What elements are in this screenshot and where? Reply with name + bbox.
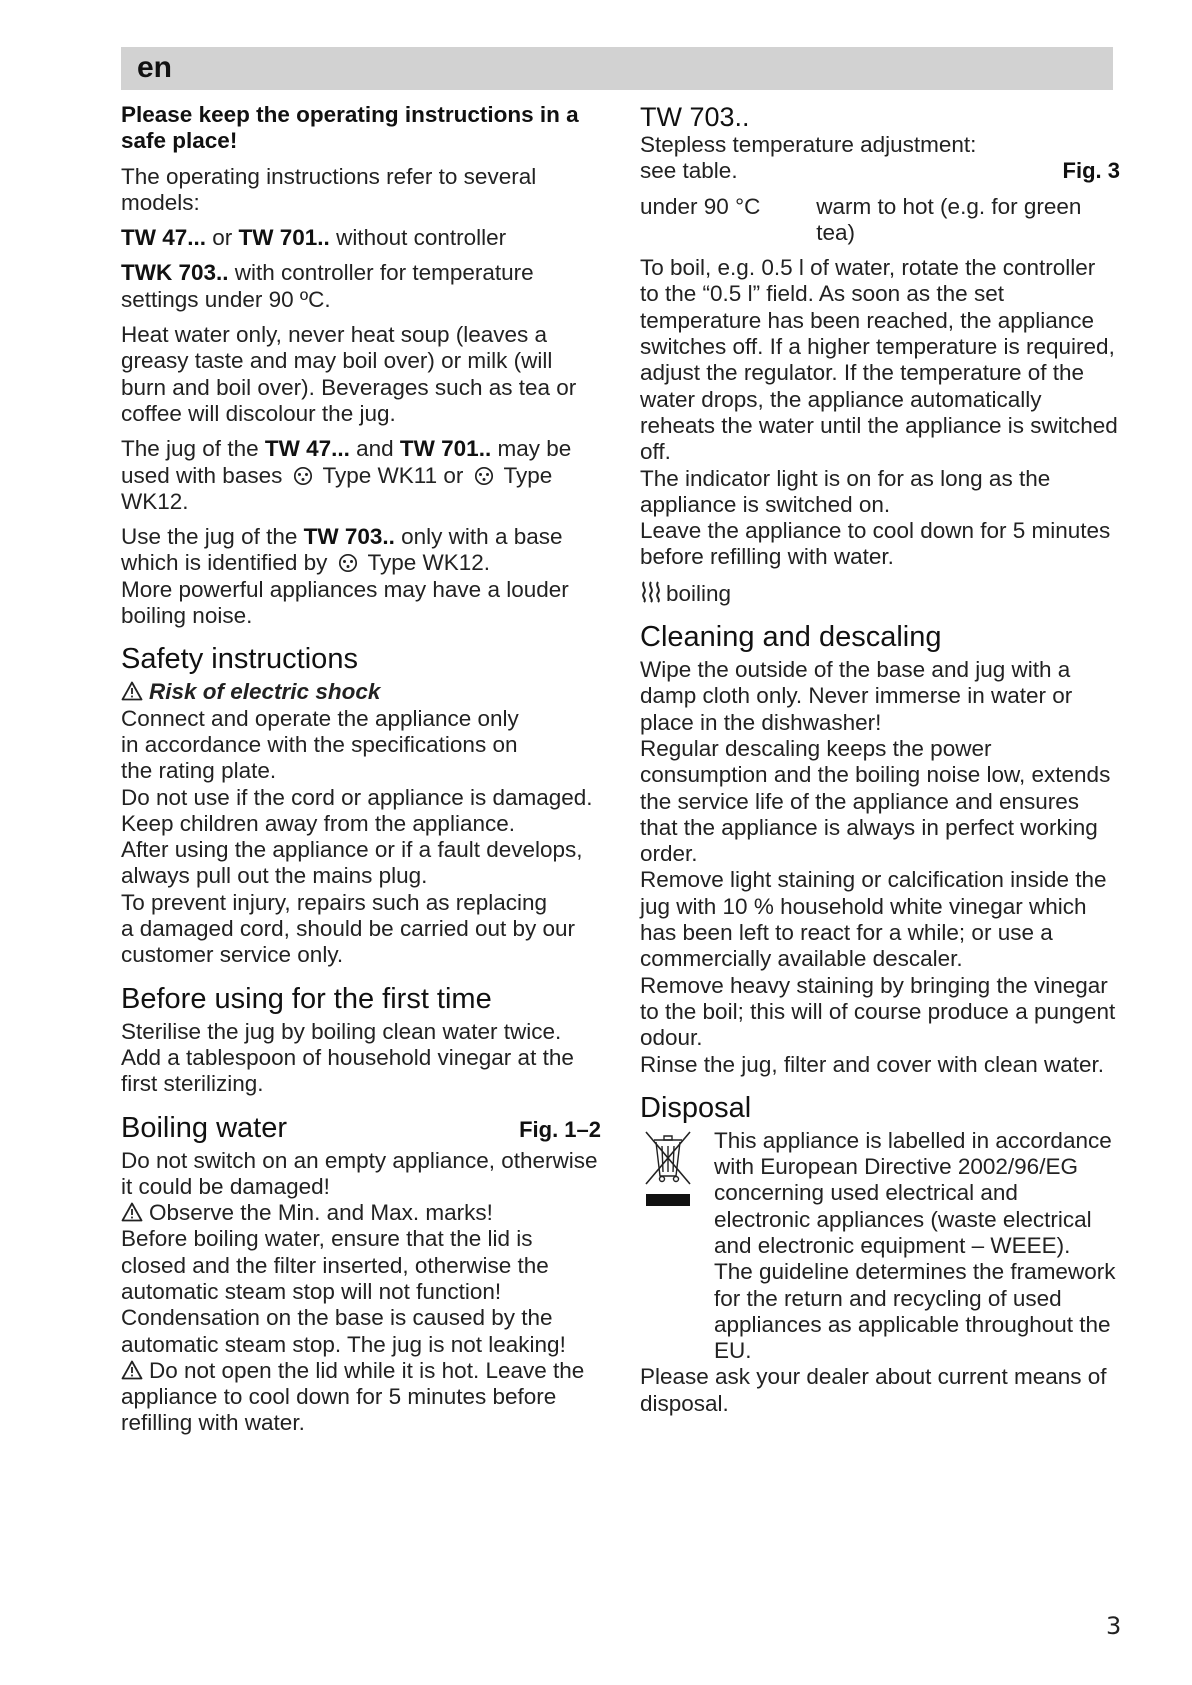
first-time-heading: Before using for the first time — [121, 982, 492, 1015]
refer-models-text: The operating instructions refer to several models: — [121, 163, 537, 215]
left-column — [121, 102, 601, 1437]
cool-down-text: Leave the appliance to cool down for 5 minutes before refilling with water. — [640, 518, 1111, 570]
disposal-text: This appliance is labelled in accordance with European Directive 2002/96/EG concerning used electrical and electronic appliances (waste electrical and electronic equipment – WEEE). The guideline determines the framework for the return and recycling of used appliances as applicable throughout the EU. — [714, 1127, 1116, 1364]
base-symbol-icon — [474, 466, 494, 486]
base-symbol-icon — [293, 466, 313, 486]
model-tw701: TW 701.. — [238, 225, 330, 251]
boiling-text: Do not switch on an empty appliance, otherwise it could be damaged! Observe the Min. and Max. marks! Before boiling water, ensure that the lid is closed and the filter inserted, otherwise the automatic steam stop will not function! Condensation on the base is caused by the automatic steam stop. The jug is not leaking! Do not open the lid while it is hot. Leave the appliance to cool down for 5 minutes before refilling with water. — [121, 1147, 598, 1436]
model-tw47: TW 47... — [121, 225, 207, 251]
figure-ref-3: Fig. 3 — [1062, 158, 1120, 184]
jug-bases-text: The jug of the TW 47... and TW 701.. may be used with bases Type WK11 or Type WK12. — [121, 436, 572, 514]
first-time-text: Sterilise the jug by boiling clean water twice. Add a tablespoon of household vinegar at the first sterilizing. — [121, 1018, 574, 1097]
models-with-controller: TWK 703.. with controller for temperature settings under 90 ºC. — [121, 260, 534, 312]
safety-text: Connect and operate the appliance only in accordance with the specifications on the rating plate. Do not use if the cord or appliance is damaged. Keep children away from the appliance. After using the appliance or if a fault develops, always pull out the mains plug. To prevent injury, repairs such as replacing a damaged cord, should be carried out by our customer service only. — [121, 705, 593, 968]
boiling-heading-row — [121, 1112, 601, 1144]
warning-icon — [121, 1360, 143, 1380]
boil-instructions: To boil, e.g. 0.5 l of water, rotate the controller to the “0.5 l” field. As soon as the set temperature has been reached, the appliance switches off. If a higher temperature is required, adjust the regulator. If the temperature of the water drops, the appliance automatically reheats the water until the appliance is switched off. — [640, 255, 1118, 465]
models-without-controller: TW 47... or TW 701.. without controller — [121, 225, 507, 251]
page-number: 3 — [1106, 1612, 1122, 1640]
keep-safe-notice: Please keep the operating instructions in a safe place! — [121, 102, 579, 154]
model-twk703: TWK 703.. — [121, 260, 229, 286]
jug-703-text: Use the jug of the TW 703.. only with a base which is identified by Type WK12. — [121, 524, 563, 576]
cleaning-text: Wipe the outside of the base and jug with a damp cloth only. Never immerse in water or place in the dishwasher! Regular descaling keeps the power consumption and the boiling noise low, extends the service life of the appliance and ensures that the appliance is always in perfect working order. Remove light staining or calcification inside the jug with 10 % household white vinegar which has been left to react for a while; or use a commercially available descaler. Remove heavy staining by bringing the vinegar to the boil; this will of course produce a pungent odour. Rinse the jug, filter and cover with clean water. — [640, 657, 1116, 1077]
disposal-block — [640, 1128, 1120, 1365]
indicator-light-text: The indicator light is on for as long as the appliance is switched on. — [640, 465, 1051, 517]
cleaning-heading: Cleaning and descaling — [640, 621, 942, 654]
heat-water-only-text: Heat water only, never heat soup (leaves a greasy taste and may boil over) or milk (will burn and boil over). Beverages such as tea or coffee will discolour the jug. — [121, 322, 577, 426]
temperature-table-row — [640, 194, 1120, 247]
disposal-heading: Disposal — [640, 1091, 752, 1124]
table-key: under 90 °C — [640, 193, 761, 219]
steam-icon — [640, 580, 662, 604]
tw703-title: TW 703.. — [640, 102, 750, 132]
see-table-row: see table. Fig. 3 — [640, 158, 1120, 184]
weee-bin-icon — [640, 1128, 714, 1365]
language-header-bar — [121, 47, 1113, 90]
language-code: en — [137, 51, 173, 84]
powerful-appliances-text: More powerful appliances may have a louder boiling noise. — [121, 576, 569, 629]
boiling-symbol-row: boiling — [640, 580, 1120, 607]
warning-icon — [121, 681, 143, 701]
right-column — [640, 102, 1120, 1417]
safety-heading: Safety instructions — [121, 643, 358, 676]
warning-icon — [121, 1202, 143, 1222]
dealer-text: Please ask your dealer about current means of disposal. — [640, 1364, 1107, 1416]
stepless-adjustment: Stepless temperature adjustment: — [640, 132, 977, 157]
base-symbol-icon — [338, 553, 358, 573]
table-value: warm to hot (e.g. for green tea) — [816, 193, 1082, 245]
boiling-heading: Boiling water — [121, 1111, 288, 1144]
safety-subheading: Risk of electric shock — [121, 679, 601, 705]
figure-ref-1-2: Fig. 1–2 — [519, 1116, 601, 1142]
